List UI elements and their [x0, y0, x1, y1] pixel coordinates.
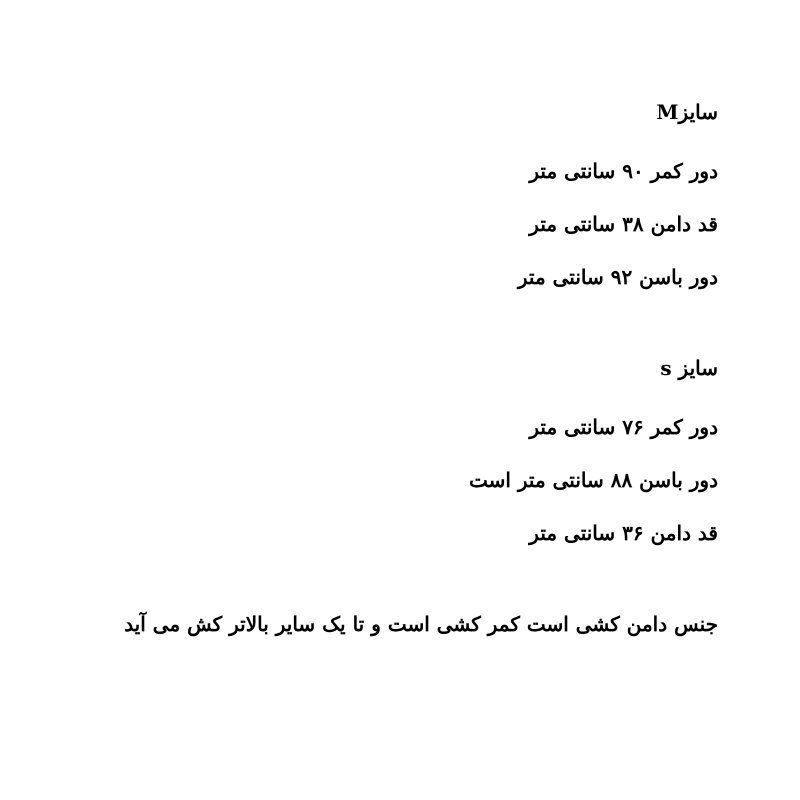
size-m-title: سایزM [656, 100, 718, 124]
size-m-waist: دور کمر ۹۰ سانتی متر [529, 159, 718, 183]
size-m-section [158, 92, 718, 304]
size-s-section [158, 348, 718, 560]
fabric-note: جنس دامن کشی است کمر کشی است و تا یک سایر بالاتر کش می آید [124, 612, 718, 636]
size-m-skirt-length: قد دامن ۳۸ سانتی متر [529, 212, 718, 236]
size-s-title: سایز s [660, 356, 718, 380]
size-m-hip: دور باسن ۹۲ سانتی متر [517, 265, 718, 289]
size-s-skirt-length: قد دامن ۳۶ سانتی متر [529, 521, 718, 545]
size-s-waist: دور کمر ۷۶ سانتی متر [529, 415, 718, 439]
size-s-hip: دور باسن ۸۸ سانتی متر است [468, 468, 718, 492]
